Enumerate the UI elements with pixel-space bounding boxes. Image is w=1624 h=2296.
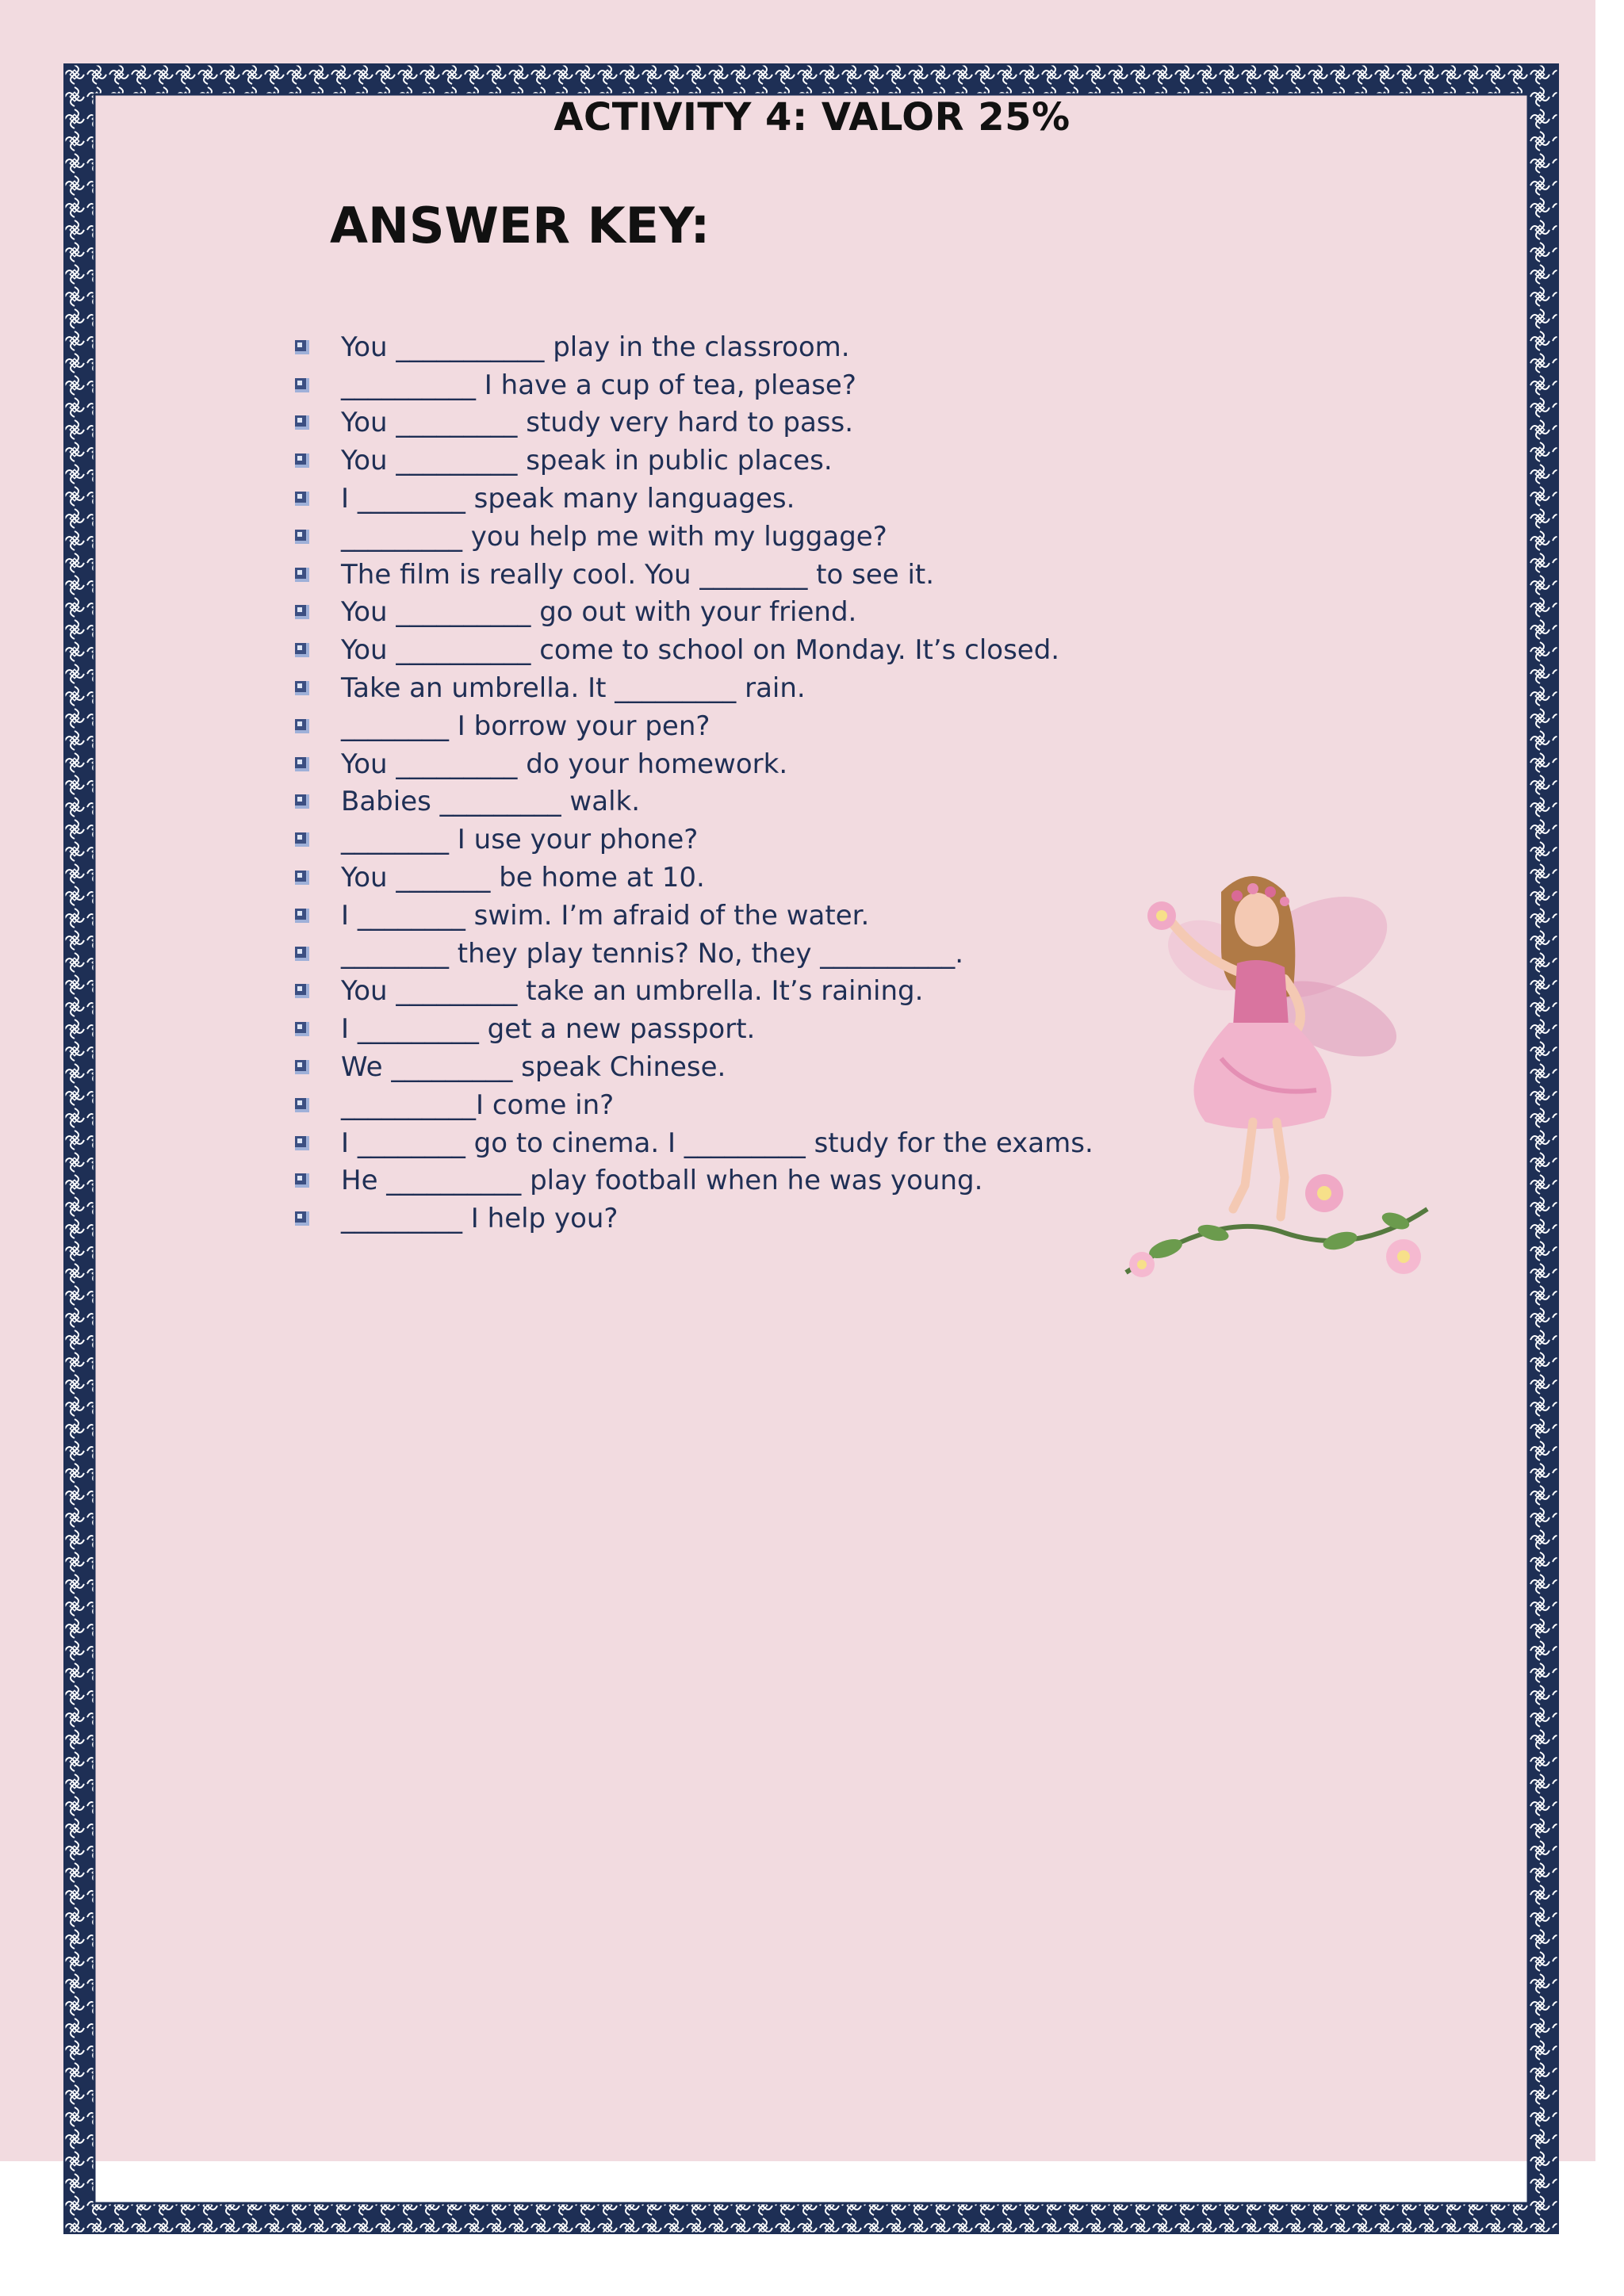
bullet-icon: [295, 871, 309, 885]
bullet-icon: [295, 568, 309, 582]
item-text: ________ I borrow your pen?: [341, 710, 710, 742]
item-text: __________I come in?: [341, 1089, 615, 1121]
bullet-icon: [295, 1136, 309, 1150]
bullet-icon: [295, 1173, 309, 1188]
list-item: [293, 1200, 1094, 1238]
list-item: [293, 366, 1094, 404]
bullet-icon: [295, 340, 309, 354]
list-item: [293, 442, 1094, 480]
item-text: ________ they play tennis? No, they __________.: [341, 937, 964, 970]
item-text: Babies _________ walk.: [341, 786, 641, 818]
bullet-icon: [295, 1098, 309, 1112]
list-item: [293, 935, 1094, 973]
list-item: [293, 404, 1094, 442]
item-text: You _________ speak in public places.: [341, 445, 833, 477]
list-item: [293, 859, 1094, 897]
list-item: [293, 1124, 1094, 1162]
item-text: _________ I help you?: [341, 1203, 619, 1235]
item-text: Take an umbrella. It _________ rain.: [341, 672, 806, 705]
item-text: He __________ play football when he was young.: [341, 1165, 983, 1197]
bullet-icon: [295, 1022, 309, 1036]
item-text: You ___________ play in the classroom.: [341, 331, 850, 363]
exercise-list: [293, 328, 1094, 1238]
activity-title: ACTIVITY 4: VALOR 25%: [553, 95, 1071, 140]
item-text: You __________ come to school on Monday. It’s closed.: [341, 634, 1060, 667]
bullet-icon: [295, 643, 309, 657]
item-text: We _________ speak Chinese.: [341, 1051, 726, 1084]
item-text: I ________ go to cinema. I _________ study for the exams.: [341, 1127, 1094, 1159]
item-text: You _________ study very hard to pass.: [341, 407, 854, 439]
item-text: You _________ take an umbrella. It’s raining.: [341, 975, 924, 1008]
bullet-icon: [295, 453, 309, 468]
bullet-icon: [295, 1211, 309, 1226]
bullet-icon: [295, 681, 309, 695]
list-item: [293, 1048, 1094, 1086]
item-text: The film is really cool. You ________ to see it.: [341, 558, 935, 591]
bullet-icon: [295, 757, 309, 771]
bullet-icon: [295, 530, 309, 544]
list-item: [293, 745, 1094, 783]
list-item: [293, 1162, 1094, 1200]
item-text: ________ I use your phone?: [341, 824, 699, 856]
bullet-icon: [295, 378, 309, 392]
item-text: _________ you help me with my luggage?: [341, 520, 887, 553]
list-item: [293, 973, 1094, 1011]
item-text: __________ I have a cup of tea, please?: [341, 369, 856, 401]
bullet-icon: [295, 605, 309, 619]
bullet-icon: [295, 415, 309, 430]
bullet-icon: [295, 947, 309, 961]
bullet-icon: [295, 832, 309, 847]
list-item: [293, 556, 1094, 594]
list-item: [293, 897, 1094, 935]
list-item: [293, 783, 1094, 821]
bullet-icon: [295, 984, 309, 998]
bullet-icon: [295, 1060, 309, 1074]
list-item: [293, 631, 1094, 669]
list-item: [293, 594, 1094, 632]
bullet-icon: [295, 794, 309, 809]
list-item: [293, 518, 1094, 556]
list-item: [293, 1086, 1094, 1124]
answer-key-heading: ANSWER KEY:: [330, 197, 710, 254]
list-item: [293, 821, 1094, 859]
bullet-icon: [295, 719, 309, 733]
item-text: You _______ be home at 10.: [341, 862, 705, 894]
list-item: [293, 480, 1094, 518]
bullet-icon: [295, 909, 309, 923]
item-text: I ________ speak many languages.: [341, 483, 795, 515]
item-text: I _________ get a new passport.: [341, 1013, 756, 1046]
list-item: [293, 669, 1094, 707]
bullet-icon: [295, 492, 309, 506]
fairy-illustration: [1094, 860, 1459, 1304]
item-text: I ________ swim. I’m afraid of the water.: [341, 899, 870, 932]
list-item: [293, 1010, 1094, 1048]
item-text: You __________ go out with your friend.: [341, 596, 857, 629]
list-item: [293, 707, 1094, 745]
list-item: [293, 328, 1094, 366]
item-text: You _________ do your homework.: [341, 748, 788, 780]
